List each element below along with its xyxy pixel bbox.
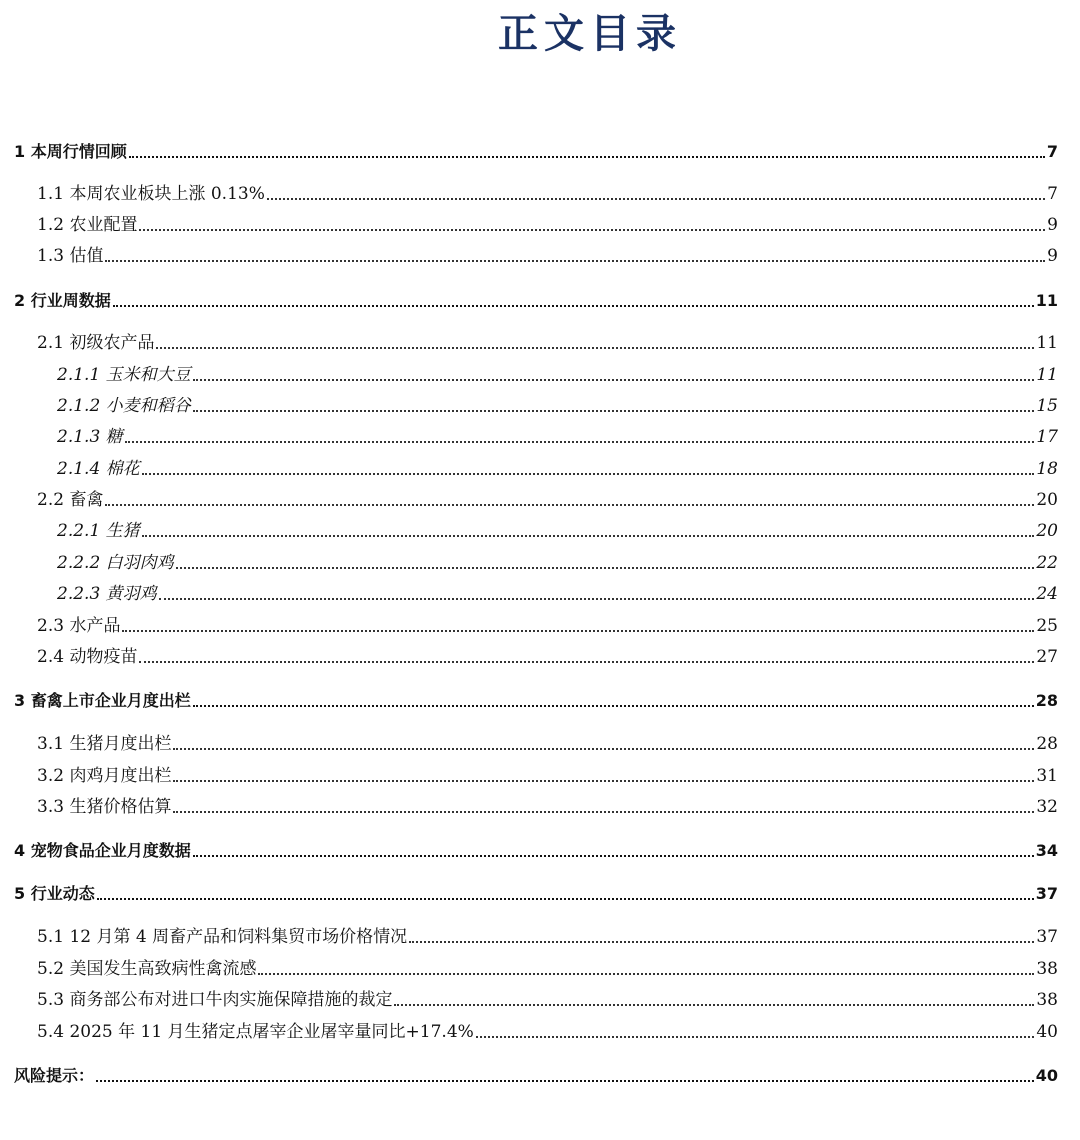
toc-entry-label: 2.2.2 白羽肉鸡 <box>57 553 174 573</box>
toc-entry-label: 5 行业动态 <box>14 884 95 903</box>
toc-entry-page: 17 <box>1036 427 1058 447</box>
toc-entry-page: 25 <box>1036 616 1058 636</box>
toc-leader-dots <box>476 1036 1035 1038</box>
toc-entry[interactable] <box>57 424 1058 450</box>
toc-leader-dots <box>122 630 1034 632</box>
toc-entry[interactable] <box>14 1063 1058 1089</box>
toc-leader-dots <box>409 941 1034 943</box>
toc-entry-label: 3.1 生猪月度出栏 <box>37 734 172 754</box>
toc-leader-dots <box>129 156 1045 158</box>
toc-entry[interactable] <box>14 881 1058 907</box>
toc-entry-label: 5.2 美国发生高致病性禽流感 <box>37 959 257 979</box>
toc-entry[interactable] <box>37 243 1058 269</box>
toc-entry-label: 2.1.4 棉花 <box>57 459 140 479</box>
toc-leader-dots <box>142 473 1035 475</box>
toc-entry[interactable] <box>57 518 1058 544</box>
toc-entry-label: 2.3 水产品 <box>37 616 121 636</box>
toc-entry[interactable] <box>37 212 1058 238</box>
toc-entry[interactable] <box>37 644 1058 670</box>
toc-entry-page: 37 <box>1035 884 1058 903</box>
toc-entry[interactable] <box>37 794 1058 820</box>
toc-entry[interactable] <box>37 763 1058 789</box>
toc-entry-page: 38 <box>1036 959 1058 979</box>
toc-entry-label: 3 畜禽上市企业月度出栏 <box>14 691 191 710</box>
toc-entry-label: 2.2.1 生猪 <box>57 521 140 541</box>
toc-entry-label: 2.4 动物疫苗 <box>37 647 138 667</box>
toc-entry-page: 22 <box>1036 553 1058 573</box>
toc-entry-label: 1.3 估值 <box>37 246 104 266</box>
toc-entry-page: 28 <box>1036 734 1058 754</box>
toc-entry[interactable] <box>37 924 1058 950</box>
toc-entry[interactable] <box>57 550 1058 576</box>
toc-leader-dots <box>139 229 1045 231</box>
toc-entry-page: 27 <box>1036 647 1058 667</box>
toc-leader-dots <box>193 855 1034 857</box>
toc-entry-label: 1.1 本周农业板块上涨 0.13% <box>37 184 265 204</box>
toc-leader-dots <box>105 260 1045 262</box>
toc-entry-page: 7 <box>1047 184 1058 204</box>
toc-entry-page: 11 <box>1036 333 1058 353</box>
toc-leader-dots <box>173 748 1034 750</box>
toc-entry[interactable] <box>37 330 1058 356</box>
toc-entry[interactable] <box>37 1019 1058 1045</box>
toc-leader-dots <box>105 504 1034 506</box>
toc-entry-page: 11 <box>1035 291 1058 310</box>
toc-entry[interactable] <box>14 139 1058 165</box>
toc-entry-label: 4 宠物食品企业月度数据 <box>14 841 191 860</box>
toc-entry-label: 2.1 初级农产品 <box>37 333 155 353</box>
toc-entry-label: 2 行业周数据 <box>14 291 111 310</box>
toc-leader-dots <box>176 567 1035 569</box>
toc-entry-label: 2.1.1 玉米和大豆 <box>57 365 191 385</box>
toc-entry-page: 20 <box>1036 521 1058 541</box>
page-title: 正文目录 <box>498 10 682 57</box>
toc-entry-label: 风险提示： <box>14 1066 95 1085</box>
toc-leader-dots <box>394 1004 1034 1006</box>
toc-entry-label: 2.2 畜禽 <box>37 490 104 510</box>
toc-entry-page: 15 <box>1036 396 1058 416</box>
toc-entry[interactable] <box>57 393 1058 419</box>
toc-leader-dots <box>193 379 1035 381</box>
toc-entry[interactable] <box>14 688 1058 714</box>
toc-entry-page: 38 <box>1036 990 1058 1010</box>
toc-entry[interactable] <box>14 288 1058 314</box>
toc-leader-dots <box>193 705 1034 707</box>
toc-leader-dots <box>173 780 1034 782</box>
toc-entry-page: 9 <box>1047 215 1058 235</box>
toc-entry-page: 40 <box>1036 1022 1058 1042</box>
toc-entry[interactable] <box>57 581 1058 607</box>
toc-entry-label: 1.2 农业配置 <box>37 215 138 235</box>
toc-entry-label: 5.3 商务部公布对进口牛肉实施保障措施的裁定 <box>37 990 393 1010</box>
toc-entry[interactable] <box>37 487 1058 513</box>
toc-leader-dots <box>193 410 1035 412</box>
toc-entry-page: 20 <box>1036 490 1058 510</box>
toc-entry-page: 37 <box>1036 927 1058 947</box>
toc-entry-label: 5.1 12 月第 4 周畜产品和饲料集贸市场价格情况 <box>37 927 408 947</box>
toc-entry-page: 18 <box>1036 459 1058 479</box>
toc-entry-page: 32 <box>1036 797 1058 817</box>
toc-entry-page: 24 <box>1036 584 1058 604</box>
toc-entry-page: 7 <box>1046 142 1058 161</box>
toc-entry-page: 11 <box>1036 365 1058 385</box>
toc-leader-dots <box>142 535 1035 537</box>
toc-leader-dots <box>267 198 1045 200</box>
toc-leader-dots <box>97 898 1034 900</box>
toc-leader-dots <box>258 973 1034 975</box>
toc-entry-label: 5.4 2025 年 11 月生猪定点屠宰企业屠宰量同比+17.4% <box>37 1022 474 1042</box>
toc-entry-label: 3.2 肉鸡月度出栏 <box>37 766 172 786</box>
toc-entry-label: 3.3 生猪价格估算 <box>37 797 172 817</box>
toc-entry[interactable] <box>14 838 1058 864</box>
toc-entry[interactable] <box>57 362 1058 388</box>
toc-leader-dots <box>139 661 1034 663</box>
toc-entry-label: 2.1.3 糖 <box>57 427 123 447</box>
toc-entry-page: 40 <box>1035 1066 1058 1085</box>
toc-entry-label: 2.2.3 黄羽鸡 <box>57 584 157 604</box>
toc-entry-page: 34 <box>1035 841 1058 860</box>
toc-entry[interactable] <box>37 956 1058 982</box>
toc-entry[interactable] <box>37 731 1058 757</box>
toc-entry[interactable] <box>37 613 1058 639</box>
toc-entry-page: 28 <box>1035 691 1058 710</box>
toc-entry-label: 2.1.2 小麦和稻谷 <box>57 396 191 416</box>
toc-entry[interactable] <box>37 181 1058 207</box>
toc-leader-dots <box>173 811 1034 813</box>
toc-leader-dots <box>156 347 1034 349</box>
toc-leader-dots <box>125 441 1035 443</box>
toc-leader-dots <box>96 1080 1034 1082</box>
toc-entry[interactable] <box>57 456 1058 482</box>
toc-leader-dots <box>113 305 1034 307</box>
toc-entry-page: 31 <box>1036 766 1058 786</box>
toc-entry[interactable] <box>37 987 1058 1013</box>
toc-entry-page: 9 <box>1047 246 1058 266</box>
toc-leader-dots <box>159 598 1035 600</box>
toc-entry-label: 1 本周行情回顾 <box>14 142 127 161</box>
